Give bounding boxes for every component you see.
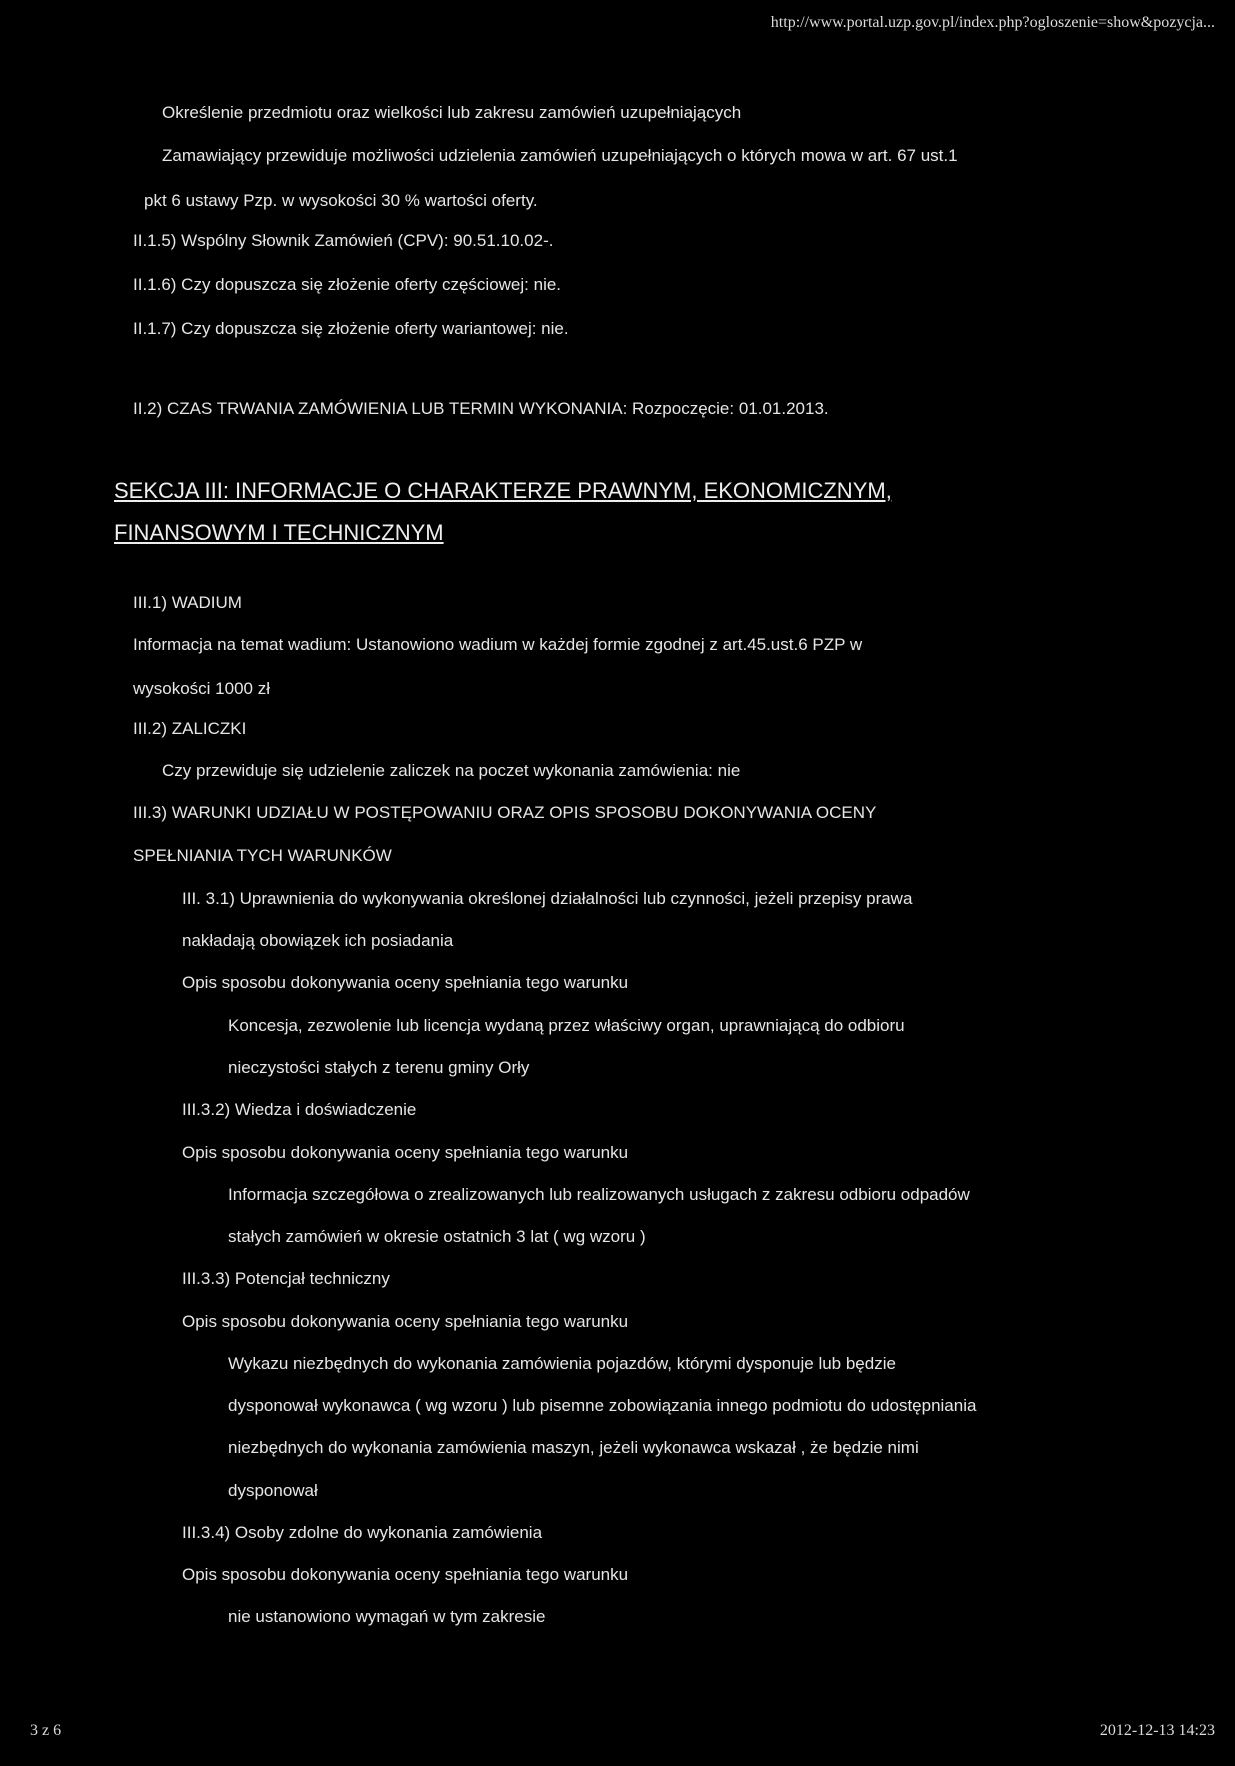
text-line: III.1) WADIUM [133, 593, 242, 612]
text-line: Opis sposobu dokonywania oceny spełniania tego warunku [182, 1312, 629, 1331]
text-line: nieczystości stałych z terenu gminy Orły [228, 1058, 530, 1077]
print-datetime: 2012-12-13 14:23 [1099, 1722, 1215, 1739]
text-line: II.1.7) Czy dopuszcza się złożenie oferty wariantowej: nie. [133, 319, 569, 338]
text-line: SPEŁNIANIA TYCH WARUNKÓW [133, 846, 392, 865]
text-line: Zamawiający przewiduje możliwości udzielenia zamówień uzupełniających o których mowa w art. 67 ust.1 [162, 146, 958, 165]
text-line: Opis sposobu dokonywania oceny spełniania tego warunku [182, 973, 629, 992]
text-line: Koncesja, zezwolenie lub licencja wydaną przez właściwy organ, uprawniającą do odbioru [228, 1016, 905, 1035]
text-line: wysokości 1000 zł [133, 679, 271, 698]
section-heading: SEKCJA III: INFORMACJE O CHARAKTERZE PRAWNYM, EKONOMICZNYM, [114, 478, 892, 503]
text-line: pkt 6 ustawy Pzp. w wysokości 30 % wartości oferty. [144, 191, 538, 210]
section-heading: FINANSOWYM I TECHNICZNYM [114, 520, 444, 545]
page-url: http://www.portal.uzp.gov.pl/index.php?ogloszenie=show&pozycja... [770, 14, 1215, 31]
text-line: dysponował [228, 1481, 318, 1500]
page-number: 3 z 6 [30, 1722, 62, 1739]
text-line: nie ustanowiono wymagań w tym zakresie [228, 1607, 546, 1626]
text-line: nakładają obowiązek ich posiadania [182, 931, 454, 950]
text-line: III.2) ZALICZKI [133, 719, 247, 738]
text-line: niezbędnych do wykonania zamówienia maszyn, jeżeli wykonawca wskazał , że będzie nimi [228, 1438, 919, 1457]
text-line: II.2) CZAS TRWANIA ZAMÓWIENIA LUB TERMIN WYKONANIA: Rozpoczęcie: 01.01.2013. [133, 399, 829, 418]
text-line: Czy przewiduje się udzielenie zaliczek na poczet wykonania zamówienia: nie [162, 761, 741, 780]
text-line: dysponował wykonawca ( wg wzoru ) lub pisemne zobowiązania innego podmiotu do udostępniania [228, 1396, 977, 1415]
text-line: II.1.5) Wspólny Słownik Zamówień (CPV): 90.51.10.02-. [133, 231, 554, 250]
text-line: Informacja na temat wadium: Ustanowiono wadium w każdej formie zgodnej z art.45.ust.6 PZP w [133, 635, 863, 654]
text-line: Określenie przedmiotu oraz wielkości lub zakresu zamówień uzupełniających [162, 103, 742, 122]
text-line: III.3.2) Wiedza i doświadczenie [182, 1100, 417, 1119]
text-line: III. 3.1) Uprawnienia do wykonywania określonej działalności lub czynności, jeżeli przepisy prawa [182, 889, 913, 908]
text-line: III.3) WARUNKI UDZIAŁU W POSTĘPOWANIU ORAZ OPIS SPOSOBU DOKONYWANIA OCENY [133, 803, 877, 822]
text-line: Informacja szczegółowa o zrealizowanych lub realizowanych usługach z zakresu odbioru odpadów [228, 1185, 970, 1204]
text-line: III.3.3) Potencjał techniczny [182, 1269, 390, 1288]
text-line: Wykazu niezbędnych do wykonania zamówienia pojazdów, którymi dysponuje lub będzie [228, 1354, 896, 1373]
text-line: Opis sposobu dokonywania oceny spełniania tego warunku [182, 1565, 629, 1584]
text-line: II.1.6) Czy dopuszcza się złożenie oferty częściowej: nie. [133, 275, 562, 294]
text-line: stałych zamówień w okresie ostatnich 3 lat ( wg wzoru ) [228, 1227, 646, 1246]
text-line: Opis sposobu dokonywania oceny spełniania tego warunku [182, 1143, 629, 1162]
text-line: III.3.4) Osoby zdolne do wykonania zamówienia [182, 1523, 543, 1542]
